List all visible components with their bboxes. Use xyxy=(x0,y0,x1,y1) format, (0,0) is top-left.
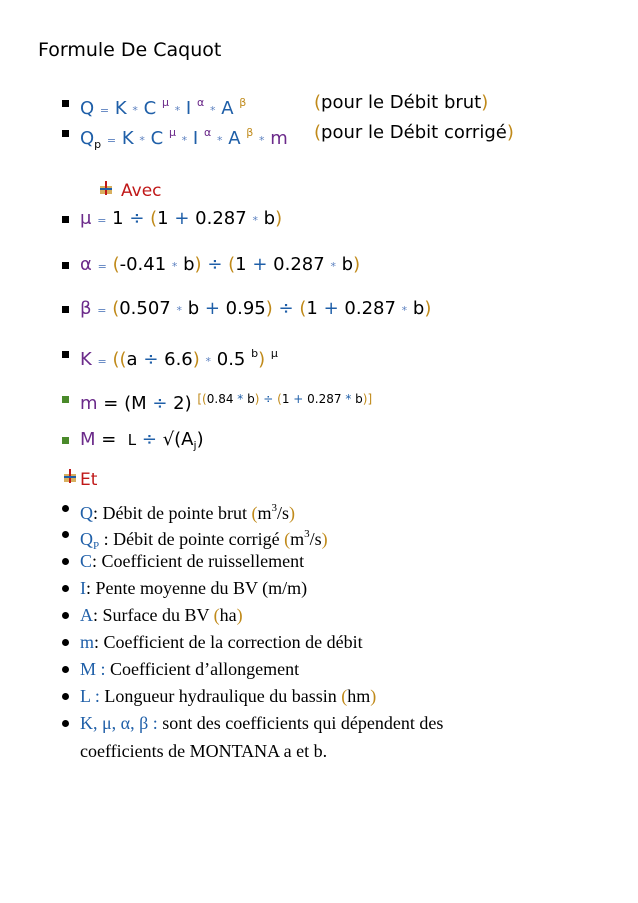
pushpin-icon xyxy=(98,180,114,196)
definition-text: Longueur hydraulique du bassin xyxy=(99,686,342,706)
et-label: Et xyxy=(80,470,98,490)
definition-unit: $(m^3/s)$ xyxy=(284,528,328,549)
page-title: Formule De Caquot xyxy=(38,39,222,61)
square-bullet-icon xyxy=(62,262,69,269)
formula-alpha: α = (-0.41 * b) ÷ (1 + 0.287 * b) xyxy=(80,254,361,275)
round-bullet-icon xyxy=(62,693,69,700)
definition-item xyxy=(80,631,363,653)
definition-symbol: m xyxy=(80,632,95,652)
definition-text: sont des coefficients qui dépendent des xyxy=(157,713,444,733)
definition-unit: (hm) xyxy=(341,686,377,706)
square-bullet-icon xyxy=(62,396,69,403)
avec-label: Avec xyxy=(121,181,162,201)
formula-qp: $Q_p = K * C$ $^\mu$ * I $^\alpha$ * A $^\beta$ * m xyxy=(80,126,288,151)
definition-unit: $(m^3/s)$ xyxy=(251,502,295,523)
square-bullet-icon xyxy=(62,437,69,444)
definition-item xyxy=(80,577,307,599)
definition-symbol: K, μ, α, β : xyxy=(80,713,158,733)
q-note: (pour le Débit brut) xyxy=(314,92,489,113)
definition-item xyxy=(80,658,299,680)
round-bullet-icon xyxy=(62,666,69,673)
formula-M: $M = L \div √(A_j)$ xyxy=(80,429,204,452)
round-bullet-icon xyxy=(62,505,69,512)
definition-item xyxy=(80,550,304,572)
square-bullet-icon xyxy=(62,351,69,358)
definition-text: Coefficient d’allongement xyxy=(105,659,300,679)
definition-symbol: C xyxy=(80,551,93,571)
square-bullet-icon xyxy=(62,306,69,313)
square-bullet-icon xyxy=(62,100,69,107)
round-bullet-icon xyxy=(62,720,69,727)
definition-text: : Débit de pointe brut xyxy=(93,503,252,523)
definition-item xyxy=(80,497,295,524)
definition-text: : Débit de pointe corrigé xyxy=(99,529,285,549)
formula-mu: μ = 1 ÷ (1 + 0.287 * b) xyxy=(80,208,283,229)
definition-symbol: Q xyxy=(80,503,93,523)
formula-beta: β = (0.507 * b + 0.95) ÷ (1 + 0.287 * b) xyxy=(80,298,432,319)
definition-text: : Coefficient de la correction de débit xyxy=(94,632,363,652)
formula-m: m = (M ÷ 2) [(0.84 * b) ÷ (1 + 0.287 * b)] xyxy=(80,392,373,414)
definition-item xyxy=(80,712,443,734)
qp-note: (pour le Débit corrigé) xyxy=(314,122,514,143)
formula-k: K = ((a ÷ 6.6) * 0.5 $^b$) $^\mu$ xyxy=(80,347,278,370)
round-bullet-icon xyxy=(62,585,69,592)
pushpin-icon xyxy=(62,468,78,484)
definition-symbol: L : xyxy=(80,686,100,706)
definition-text: : Surface du BV xyxy=(93,605,214,625)
last-line: coefficients de MONTANA a et b. xyxy=(80,741,328,761)
round-bullet-icon xyxy=(62,558,69,565)
square-bullet-icon xyxy=(62,216,69,223)
definition-symbol: A xyxy=(80,605,93,625)
round-bullet-icon xyxy=(62,531,69,538)
definition-symbol: $Q_P$ xyxy=(80,529,100,552)
definition-text: : Coefficient de ruissellement xyxy=(92,551,305,571)
formula-q: Q = K * C $^\mu$ * I $^\alpha$ * A $^\beta$ xyxy=(80,96,247,119)
definition-text: : Pente moyenne du BV (m/m) xyxy=(86,578,308,598)
square-bullet-icon xyxy=(62,130,69,137)
round-bullet-icon xyxy=(62,612,69,619)
definition-unit: (ha) xyxy=(213,605,243,625)
definition-item xyxy=(80,604,243,626)
definition-item xyxy=(80,685,376,707)
definition-symbol: M : xyxy=(80,659,106,679)
round-bullet-icon xyxy=(62,639,69,646)
definition-symbol: I xyxy=(80,578,86,598)
